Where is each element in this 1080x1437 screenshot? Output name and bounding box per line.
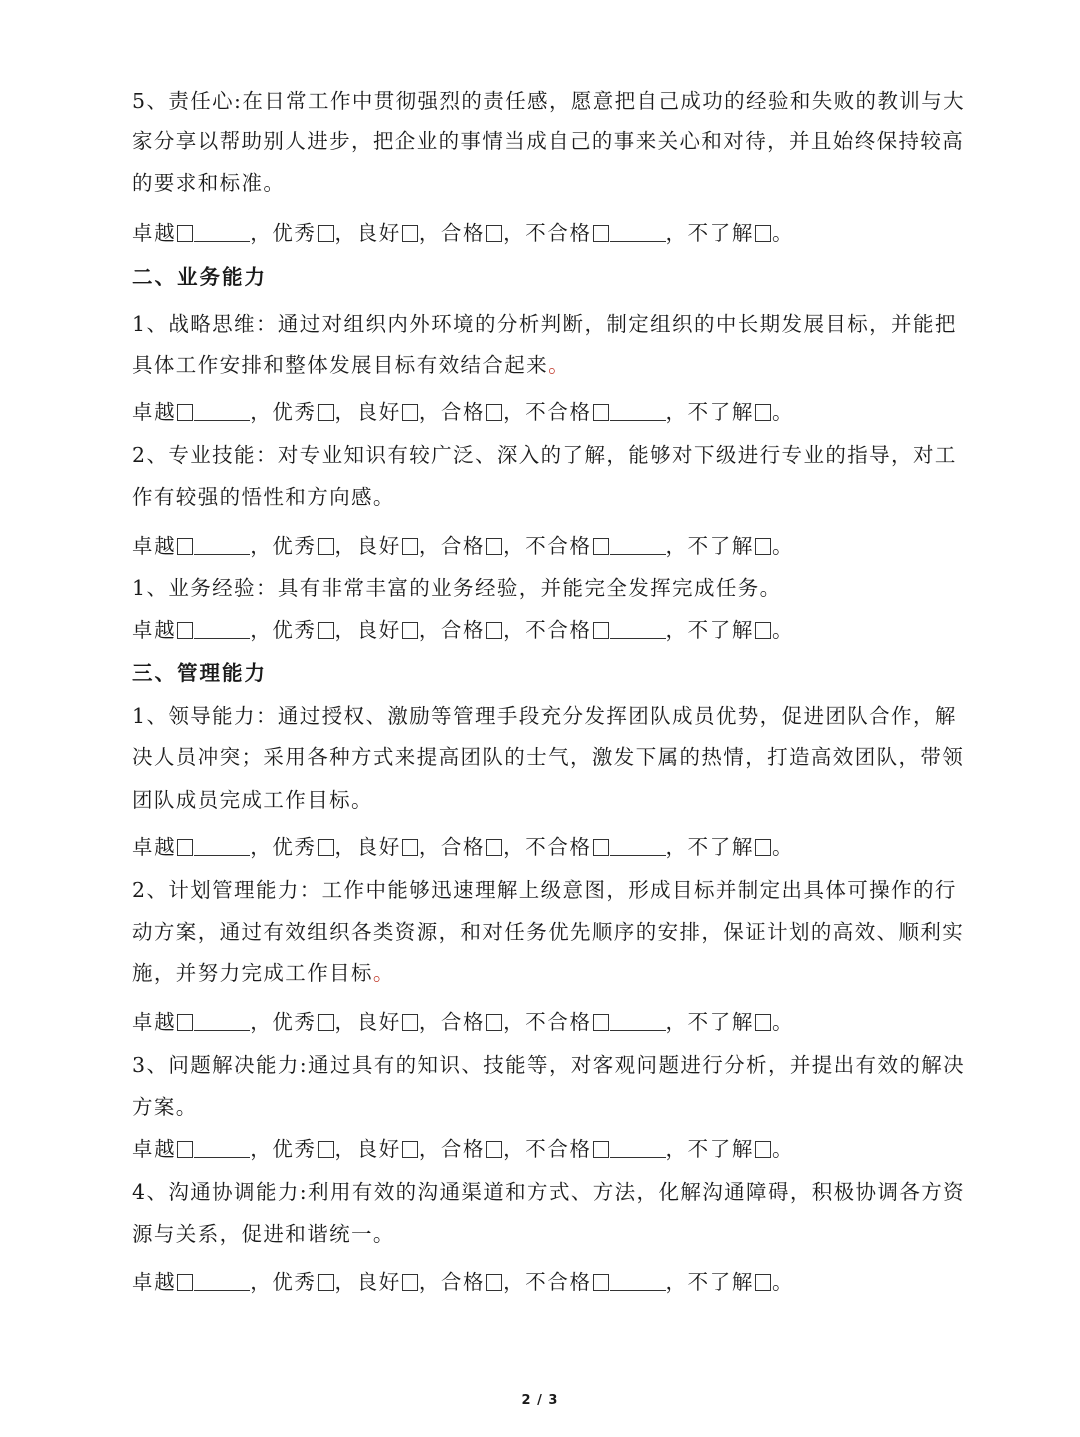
rating-label-fail: ，不合格 — [503, 1270, 592, 1294]
rating-label-good: ，良好 — [334, 835, 401, 859]
rating-label-pass: ，合格 — [418, 1010, 486, 1034]
checkbox-good-plus[interactable] — [318, 622, 334, 639]
item-communication-line2: 源与关系，促进和谐统一。 — [132, 1222, 395, 1246]
item-leadership-line2: 决人员冲突；采用各种方式来提高团队的士气，激发下属的热情，打造高效团队，带领 — [132, 745, 965, 769]
checkbox-good-plus[interactable] — [318, 225, 334, 242]
rating-label-fail: ，不合格 — [503, 534, 592, 558]
checkbox-unknown[interactable] — [755, 1141, 771, 1158]
blank-excellent[interactable] — [194, 222, 250, 242]
rating-label-good-plus: ，优秀 — [250, 1137, 317, 1161]
item-responsibility-line3: 的要求和标准。 — [132, 171, 286, 195]
item-experience-line1: 1、业务经验：具有非常丰富的业务经验，并能完全发挥完成任务。 — [132, 576, 782, 600]
checkbox-excellent[interactable] — [177, 622, 193, 639]
checkbox-good-plus[interactable] — [318, 1141, 334, 1158]
checkbox-fail[interactable] — [593, 622, 609, 639]
checkbox-pass[interactable] — [486, 538, 502, 555]
checkbox-good-plus[interactable] — [318, 1014, 334, 1031]
rating-label-good: ，良好 — [334, 1137, 401, 1161]
item-strategic-line2-text: 具体工作安排和整体发展目标有效结合起来 — [132, 353, 549, 377]
item-problem-line2: 方案。 — [132, 1095, 198, 1119]
checkbox-pass[interactable] — [486, 1014, 502, 1031]
blank-excellent[interactable] — [194, 1138, 250, 1158]
rating-label-pass: ，合格 — [418, 534, 486, 558]
item-responsibility-line1: 5、责任心:在日常工作中贯彻强烈的责任感，愿意把自己成功的经验和失败的教训与大 — [132, 89, 966, 113]
rating-label-unknown: ，不了解 — [665, 618, 754, 642]
item-communication-line1: 4、沟通协调能力:利用有效的沟通渠道和方式、方法，化解沟通障碍，积极协调各方资 — [132, 1180, 966, 1204]
checkbox-pass[interactable] — [486, 225, 502, 242]
checkbox-fail[interactable] — [593, 1141, 609, 1158]
rating-row — [132, 615, 952, 645]
checkbox-good[interactable] — [402, 1014, 418, 1031]
checkbox-good-plus[interactable] — [318, 839, 334, 856]
item-problem-line1: 3、问题解决能力:通过具有的知识、技能等，对客观问题进行分析，并提出有效的解决 — [132, 1053, 966, 1077]
rating-label-pass: ，合格 — [418, 618, 486, 642]
rating-end: 。 — [771, 1010, 795, 1034]
rating-end: 。 — [771, 835, 795, 859]
checkbox-pass[interactable] — [486, 404, 502, 421]
checkbox-fail[interactable] — [593, 839, 609, 856]
rating-end: 。 — [771, 618, 795, 642]
checkbox-excellent[interactable] — [177, 538, 193, 555]
section-title-management: 三、管理能力 — [132, 661, 267, 685]
checkbox-good-plus[interactable] — [318, 404, 334, 421]
checkbox-fail[interactable] — [593, 1274, 609, 1291]
rating-label-pass: ，合格 — [418, 1270, 486, 1294]
item-planning-line3-text: 施，并努力完成工作目标 — [132, 961, 373, 985]
checkbox-good-plus[interactable] — [318, 1274, 334, 1291]
rating-label-good-plus: ，优秀 — [250, 1010, 317, 1034]
rating-row — [132, 832, 952, 862]
rating-label-excellent: 卓越 — [132, 835, 177, 859]
rating-label-good-plus: ，优秀 — [250, 1270, 317, 1294]
rating-label-unknown: ，不了解 — [665, 221, 754, 245]
section-title-business: 二、业务能力 — [132, 265, 267, 289]
blank-fail[interactable] — [610, 401, 666, 421]
rating-label-unknown: ，不了解 — [665, 534, 754, 558]
blank-excellent[interactable] — [194, 401, 250, 421]
rating-label-unknown: ，不了解 — [665, 1010, 754, 1034]
rating-label-excellent: 卓越 — [132, 1270, 177, 1294]
blank-excellent[interactable] — [194, 836, 250, 856]
blank-fail[interactable] — [610, 619, 666, 639]
checkbox-fail[interactable] — [593, 1014, 609, 1031]
rating-label-good-plus: ，优秀 — [250, 618, 317, 642]
rating-label-unknown: ，不了解 — [665, 1270, 754, 1294]
rating-label-fail: ，不合格 — [503, 835, 592, 859]
rating-label-good-plus: ，优秀 — [250, 221, 317, 245]
rating-row — [132, 1134, 952, 1164]
checkbox-good[interactable] — [402, 622, 418, 639]
checkbox-pass[interactable] — [486, 1141, 502, 1158]
rating-label-excellent: 卓越 — [132, 1010, 177, 1034]
checkbox-good[interactable] — [402, 1274, 418, 1291]
checkbox-unknown[interactable] — [755, 538, 771, 555]
blank-fail[interactable] — [610, 1138, 666, 1158]
rating-label-excellent: 卓越 — [132, 221, 177, 245]
checkbox-good-plus[interactable] — [318, 538, 334, 555]
rating-label-good: ，良好 — [334, 400, 401, 424]
checkbox-excellent[interactable] — [177, 225, 193, 242]
item-strategic-line2 — [132, 350, 952, 380]
rating-label-excellent: 卓越 — [132, 1137, 177, 1161]
blank-excellent[interactable] — [194, 1271, 250, 1291]
rating-label-good: ，良好 — [334, 534, 401, 558]
rating-label-good-plus: ，优秀 — [250, 400, 317, 424]
item-leadership-line1: 1、领导能力：通过授权、激励等管理手段充分发挥团队成员优势，促进团队合作，解 — [132, 704, 957, 728]
rating-label-good: ，良好 — [334, 1010, 401, 1034]
rating-label-pass: ，合格 — [418, 221, 486, 245]
rating-label-fail: ，不合格 — [503, 221, 592, 245]
rating-label-unknown: ，不了解 — [665, 835, 754, 859]
checkbox-pass[interactable] — [486, 1274, 502, 1291]
checkbox-good[interactable] — [402, 538, 418, 555]
blank-fail[interactable] — [610, 1271, 666, 1291]
checkbox-unknown[interactable] — [755, 839, 771, 856]
rating-label-good: ，良好 — [334, 221, 401, 245]
item-strategic-line2-end: 。 — [548, 353, 571, 377]
item-planning-line1: 2、计划管理能力：工作中能够迅速理解上级意图，形成目标并制定出具体可操作的行 — [132, 878, 957, 902]
rating-row — [132, 397, 952, 427]
rating-label-unknown: ，不了解 — [665, 400, 754, 424]
rating-row — [132, 218, 952, 248]
checkbox-excellent[interactable] — [177, 1274, 193, 1291]
item-planning-line3 — [132, 958, 952, 988]
checkbox-good[interactable] — [402, 404, 418, 421]
checkbox-pass[interactable] — [486, 622, 502, 639]
checkbox-unknown[interactable] — [755, 1014, 771, 1031]
rating-end: 。 — [771, 221, 795, 245]
rating-label-excellent: 卓越 — [132, 618, 177, 642]
rating-label-fail: ，不合格 — [503, 400, 592, 424]
rating-label-unknown: ，不了解 — [665, 1137, 754, 1161]
checkbox-fail[interactable] — [593, 538, 609, 555]
rating-label-pass: ，合格 — [418, 1137, 486, 1161]
rating-label-good-plus: ，优秀 — [250, 835, 317, 859]
rating-end: 。 — [771, 1270, 795, 1294]
checkbox-excellent[interactable] — [177, 839, 193, 856]
checkbox-pass[interactable] — [486, 839, 502, 856]
blank-fail[interactable] — [610, 1011, 666, 1031]
rating-label-pass: ，合格 — [418, 835, 486, 859]
rating-label-fail: ，不合格 — [503, 1137, 592, 1161]
item-strategic-line1: 1、战略思维：通过对组织内外环境的分析判断，制定组织的中长期发展目标，并能把 — [132, 312, 957, 336]
checkbox-unknown[interactable] — [755, 622, 771, 639]
item-professional-line1: 2、专业技能：对专业知识有较广泛、深入的了解，能够对下级进行专业的指导，对工 — [132, 443, 957, 467]
rating-label-fail: ，不合格 — [503, 618, 592, 642]
checkbox-excellent[interactable] — [177, 1141, 193, 1158]
rating-row — [132, 1007, 952, 1037]
rating-row — [132, 531, 952, 561]
checkbox-unknown[interactable] — [755, 225, 771, 242]
rating-label-good: ，良好 — [334, 618, 401, 642]
checkbox-fail[interactable] — [593, 225, 609, 242]
rating-end: 。 — [771, 1137, 795, 1161]
checkbox-good[interactable] — [402, 1141, 418, 1158]
blank-excellent[interactable] — [194, 535, 250, 555]
rating-label-excellent: 卓越 — [132, 400, 177, 424]
rating-label-pass: ，合格 — [418, 400, 486, 424]
checkbox-fail[interactable] — [593, 404, 609, 421]
checkbox-excellent[interactable] — [177, 404, 193, 421]
blank-fail[interactable] — [610, 836, 666, 856]
checkbox-unknown[interactable] — [755, 404, 771, 421]
checkbox-good[interactable] — [402, 839, 418, 856]
rating-end: 。 — [771, 534, 795, 558]
rating-label-excellent: 卓越 — [132, 534, 177, 558]
item-planning-line3-end: 。 — [372, 961, 395, 985]
rating-label-good-plus: ，优秀 — [250, 534, 317, 558]
checkbox-excellent[interactable] — [177, 1014, 193, 1031]
item-leadership-line3: 团队成员完成工作目标。 — [132, 788, 373, 812]
checkbox-unknown[interactable] — [755, 1274, 771, 1291]
blank-excellent[interactable] — [194, 1011, 250, 1031]
checkbox-good[interactable] — [402, 225, 418, 242]
blank-excellent[interactable] — [194, 619, 250, 639]
page-number: 2 / 3 — [521, 1393, 559, 1408]
rating-label-fail: ，不合格 — [503, 1010, 592, 1034]
rating-label-good: ，良好 — [334, 1270, 401, 1294]
rating-row — [132, 1267, 952, 1297]
item-responsibility-line2: 家分享以帮助别人进步，把企业的事情当成自己的事来关心和对待，并且始终保持较高 — [132, 129, 965, 153]
item-planning-line2: 动方案，通过有效组织各类资源，和对任务优先顺序的安排，保证计划的高效、顺利实 — [132, 920, 965, 944]
blank-fail[interactable] — [610, 222, 666, 242]
blank-fail[interactable] — [610, 535, 666, 555]
item-professional-line2: 作有较强的悟性和方向感。 — [132, 485, 395, 509]
rating-end: 。 — [771, 400, 795, 424]
